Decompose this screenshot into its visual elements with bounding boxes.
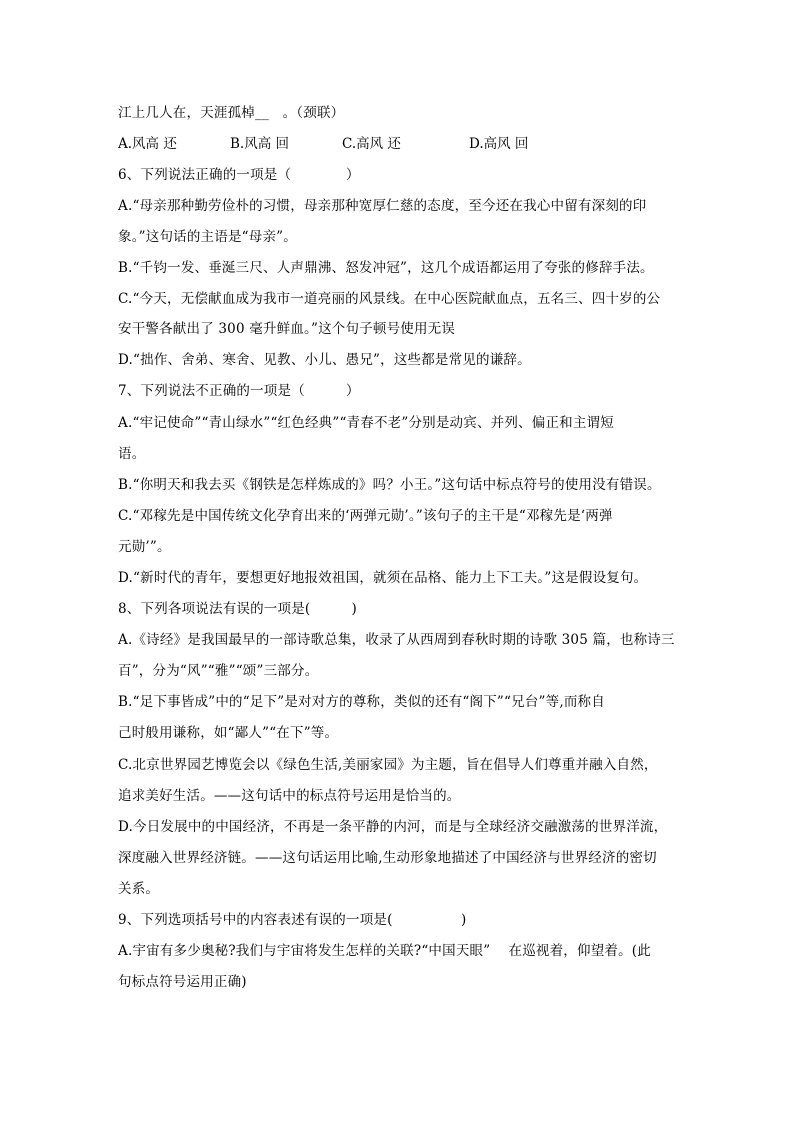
- q5-option-c: C.高风 还: [342, 136, 401, 152]
- q6-option-a-line1: A.“母亲那种勤劳俭朴的习惯，母亲那种宽厚仁慈的态度，至今还在我心中留有深刻的印: [118, 198, 647, 214]
- q8-option-b-line1: B.“足下事皆成”中的“足下”是对对方的尊称，类似的还有“阁下”“兄台”等,而称自: [118, 694, 605, 710]
- q5-options: [118, 134, 688, 154]
- q8-option-a-line2: 百”，分为“风”“雅”“颂”三部分。: [118, 663, 319, 679]
- q8-option-d-line3: 关系。: [118, 881, 160, 897]
- q5-option-a: A.风高 还: [118, 136, 177, 152]
- q8-option-d-line2: 深度融入世界经济链。——这句话运用比喻,生动形象地描述了中国经济与世界经济的密切: [118, 850, 657, 866]
- q8-option-c-line1: C.北京世界园艺博览会以《绿色生活,美丽家园》为主题，旨在倡导人们尊重并融入自然，: [118, 757, 658, 773]
- q9-option-a-line2: 句标点符号运用正确): [118, 974, 247, 990]
- q6-option-a-line2: 象。”这句话的主语是“母亲”。: [118, 229, 297, 245]
- q6-option-c-line1: C.“今天，无偿献血成为我市一道亮丽的风景线。在中心医院献血点，五名三、四十岁的公: [118, 291, 661, 307]
- q8-option-b-line2: 己时般用谦称，如“鄙人”“在下”等。: [118, 725, 339, 741]
- q5-option-d: D.高风 回: [469, 136, 529, 152]
- q8-option-d-line1: D.今日发展中的中国经济，不再是一条平静的内河，而是与全球经济交融激荡的世界洋流，: [118, 819, 668, 835]
- q6-option-c-line2: 安干警各献出了 300 毫升鲜血。”这个句子顿号使用无误: [118, 321, 456, 337]
- q8-option-c-line2: 追求美好生活。——这句话中的标点符号运用是恰当的。: [118, 788, 461, 804]
- q6-option-b: B.“千钧一发、垂涎三尺、人声鼎沸、怒发冲冠”，这几个成语都运用了夸张的修辞手法。: [118, 260, 654, 276]
- q6-option-d: D.“拙作、舍弟、寒舍、见教、小儿、愚兄”，这些都是常见的谦辞。: [118, 352, 531, 368]
- q7-option-c-line2: 元勋’”。: [118, 539, 171, 555]
- q5-option-b: B.风高 回: [230, 136, 290, 152]
- q7-option-b: B.“你明天和我去买《钢铁是怎样炼成的》吗？小王。”这句话中标点符号的使用没有错误。: [118, 477, 661, 493]
- q7-option-d: D.“新时代的青年，要想更好地报效祖国，就须在品格、能力上下工夫。”这是假设复句。: [118, 570, 648, 586]
- question-8: 8、下列各项说法有误的一项是( ): [118, 601, 357, 617]
- q7-option-a-line2: 语。: [118, 446, 146, 462]
- q8-option-a-line1: A.《诗经》是我国最早的一部诗歌总集，收录了从西周到春秋时期的诗歌 305 篇，也称诗三: [118, 632, 675, 648]
- question-9: 9、下列选项括号中的内容表述有误的一项是( ): [118, 912, 467, 928]
- question-7: 7、下列说法不正确的一项是（ ）: [118, 383, 360, 399]
- q9-option-a-line1: A.宇宙有多少奥秘?我们与宇宙将发生怎样的关联?“中国天眼” 在巡视着，仰望着。(此: [118, 943, 651, 959]
- q5-line-end: 江上几人在，天涯孤棹__ 。（颈联）: [118, 105, 345, 121]
- q7-option-a-line1: A.“牢记使命”“青山绿水”“红色经典”“青春不老”分别是动宾、并列、偏正和主谓短: [118, 415, 614, 431]
- question-6: 6、下列说法正确的一项是（ ）: [118, 167, 360, 183]
- q7-option-c-line1: C.“邓稼先是中国传统文化孕育出来的‘两弹元勋’。”该句子的主干是“邓稼先是‘两弹: [118, 508, 613, 524]
